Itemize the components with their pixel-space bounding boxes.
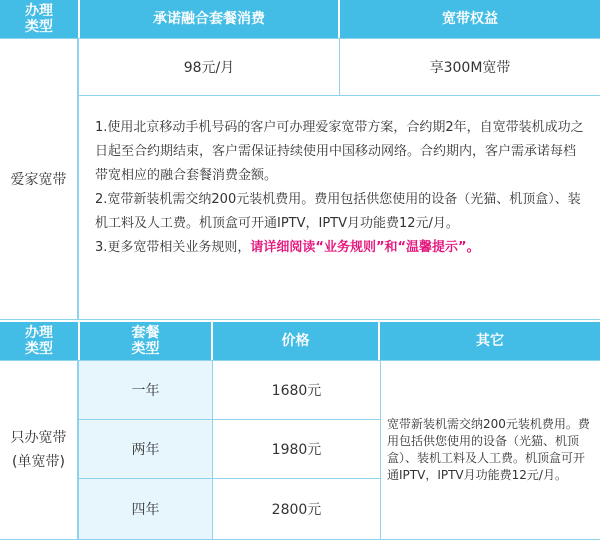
row-label-aijia-text: 爱家宽带 [10,172,67,188]
header2-type-cell [0,322,78,360]
header2-plan-line2: 类型 [131,341,160,357]
header2-other-label: 其它 [476,333,504,349]
notes-panel [78,95,600,320]
commitment-value-cell [78,38,340,96]
row-label-broadband-only [0,360,78,540]
row-label-aijia [0,38,78,320]
plan-cell-2 [78,419,213,479]
note-item-3 [95,236,586,260]
header-type-line1: 办理 [25,3,53,19]
note-item-3-prefix: 3.更多宽带相关业务规则， [95,240,251,255]
other-info-text: 宽带新装机需交纳200元装机费用。费用包括供您使用的设备（光猫、机顶盒）、装机工料及人工费。机顶盒可开通IPTV，IPTV月功能费12元/月。 [387,417,590,482]
header2-type-line1: 办理 [25,325,53,341]
plan-type-3: 四年 [131,502,160,518]
header2-other [380,322,600,360]
commitment-value: 98元/月 [183,60,235,76]
other-info-cell [380,360,600,540]
rules-reminder-highlight: 请详细阅读“业务规则”和“温馨提示”。 [250,240,480,255]
header2-plan-line1: 套餐 [131,325,160,341]
row-label-broadband-only-line2: (单宽带) [12,454,65,470]
header2-plan-cell [80,322,211,360]
price-cell-2 [212,419,381,479]
row-label-broadband-only-line1: 只办宽带 [10,430,67,446]
plan-cell-1 [78,360,213,420]
header-commitment-label: 承诺融合套餐消费 [153,11,265,27]
header2-price [213,322,378,360]
benefit-value-cell [339,38,600,96]
header2-price-label: 价格 [281,333,310,349]
price-1: 1680元 [271,383,322,399]
price-2: 1980元 [271,442,322,458]
note-item-2: 2.宽带新装机需交纳200元装机费用。费用包括供您使用的设备（光猫、机顶盒）、装机工料及人工费。机顶盒可开通IPTV，IPTV月功能费12元/月。 [95,192,581,231]
price-3: 2800元 [271,502,322,518]
benefit-value: 享300M宽带 [429,60,511,76]
note-item-1: 1.使用北京移动手机号码的客户可办理爱家宽带方案，合约期2年，自宽带装机成功之日起至合约期结束，客户需保证持续使用中国移动网络。合约期内，客户需承诺每档带宽相应的融合套餐消费金额。 [95,120,584,183]
header-type-cell [0,0,78,38]
header-benefit-label: 宽带权益 [442,11,498,27]
plan-type-1: 一年 [131,383,160,399]
header-benefit [340,0,600,38]
plan-cell-3 [78,478,213,540]
header-commitment [80,0,338,38]
price-cell-3 [212,478,381,540]
header2-type-line2: 类型 [25,341,53,357]
plan-type-2: 两年 [131,442,160,458]
price-cell-1 [212,360,381,420]
header-type-line2: 类型 [25,19,53,35]
